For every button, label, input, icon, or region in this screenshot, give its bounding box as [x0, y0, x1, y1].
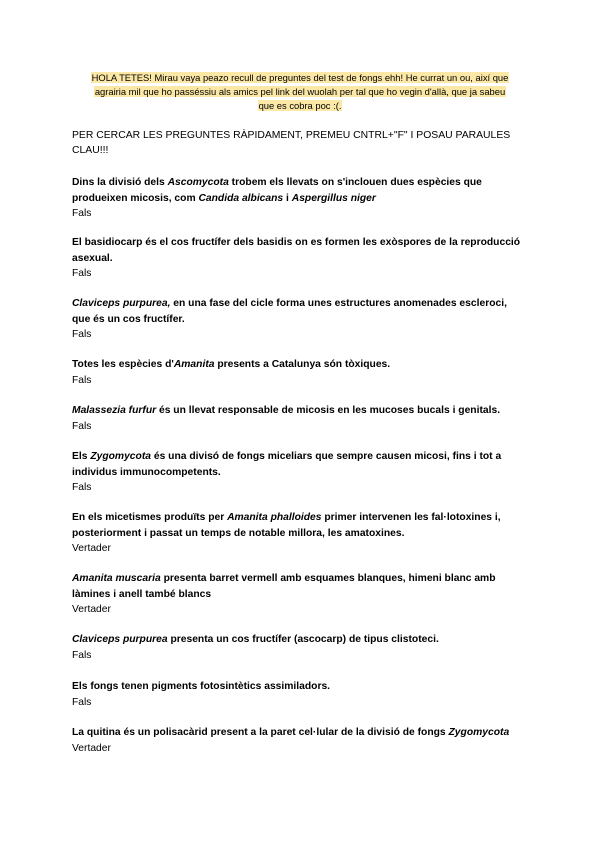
- taxon-name: Aspergillus niger: [291, 192, 376, 204]
- question-item: [72, 403, 532, 434]
- question-item: [72, 296, 532, 343]
- taxon-name: Candida albicans: [198, 192, 284, 204]
- question-text: Malassezia furfur és un llevat responsable de micosis en les mucoses bucals i genitals.: [72, 405, 501, 416]
- intro-note: [76, 71, 524, 113]
- question-item: [72, 175, 532, 222]
- search-tip: PER CERCAR LES PREGUNTES RÀPIDAMENT, PREMEU CNTRL+"F" I POSAU PARAULES CLAU!!!: [72, 130, 511, 156]
- intro-line-3: que es cobra poc :(.: [258, 100, 342, 111]
- question-text: Els Zygomycota és una divisó de fongs miceliars que sempre causen micosi, fins i tot a individus immunocompetents.: [72, 451, 502, 478]
- taxon-name: Ascomycota: [167, 177, 229, 188]
- taxon-name: Malassezia furfur: [72, 405, 157, 416]
- taxon-name: Amanita: [173, 359, 215, 370]
- question-item: [72, 235, 532, 282]
- answer-label: Fals: [72, 649, 92, 661]
- answer-label: Fals: [72, 420, 92, 432]
- question-text: Claviceps purpurea presenta un cos fructífer (ascocarp) de tipus clistoteci.: [72, 634, 439, 645]
- question-text: La quitina és un polisacàrid present a la paret cel·lular de la divisió de fongs Zygomycota: [72, 727, 510, 738]
- intro-line-1: HOLA TETES! Mirau vaya peazo recull de preguntes del test de fongs ehh! He currat un ou, així que: [91, 72, 509, 83]
- question-item: [72, 632, 532, 663]
- question-item: [72, 571, 532, 618]
- question-item: [72, 510, 532, 557]
- answer-label: Vertader: [72, 604, 111, 615]
- answer-label: Vertader: [72, 742, 111, 754]
- answer-label: Vertader: [72, 543, 111, 554]
- answer-label: Fals: [72, 482, 92, 493]
- intro-line-2: agrairia mil que ho passéssiu als amics pel link del wuolah per tal que ho vegin d'allà, que ja sabeu: [94, 86, 506, 97]
- taxon-name: Zygomycota: [448, 727, 510, 738]
- taxon-name: Claviceps purpurea,: [72, 298, 171, 309]
- question-item: [72, 357, 532, 388]
- taxon-name: Zygomycota: [90, 451, 151, 462]
- answer-label: Fals: [72, 696, 92, 708]
- answer-label: Fals: [72, 374, 92, 386]
- question-item: [72, 725, 532, 756]
- question-text: El basidiocarp és el cos fructífer dels basidis on es formen les exòspores de la reproducció asexual.: [72, 237, 521, 264]
- question-text: Els fongs tenen pigments fotosintètics assimiladors.: [72, 681, 331, 692]
- taxon-name: Amanita muscaria: [72, 573, 161, 584]
- question-text: Claviceps purpurea, en una fase del cicle forma unes estructures anomenades escleroci, que és un cos fructífer.: [72, 298, 507, 325]
- question-item: [72, 449, 532, 496]
- taxon-name: Claviceps purpurea: [72, 634, 168, 645]
- question-text: Totes les espècies d'Amanita presents a Catalunya són tòxiques.: [72, 359, 391, 370]
- answer-label: Fals: [72, 329, 92, 340]
- answer-label: Fals: [72, 208, 92, 219]
- taxon-name: Amanita phalloides: [227, 512, 322, 523]
- question-text: En els micetismes produïts per Amanita phalloides primer intervenen les fal·lotoxines i, posteriorment i passat un temps de notable millora, les amatoxines.: [72, 512, 501, 539]
- question-text: Amanita muscaria presenta barret vermell amb esquames blanques, himeni blanc amb làmines i anell també blancs: [72, 573, 496, 600]
- question-item: [72, 679, 532, 710]
- question-text: Dins la divisió dels Ascomycota trobem els llevats on s'inclouen dues espècies que produeixen micosis, com Candida albicans i Aspergillus niger: [72, 177, 482, 204]
- answer-label: Fals: [72, 268, 92, 279]
